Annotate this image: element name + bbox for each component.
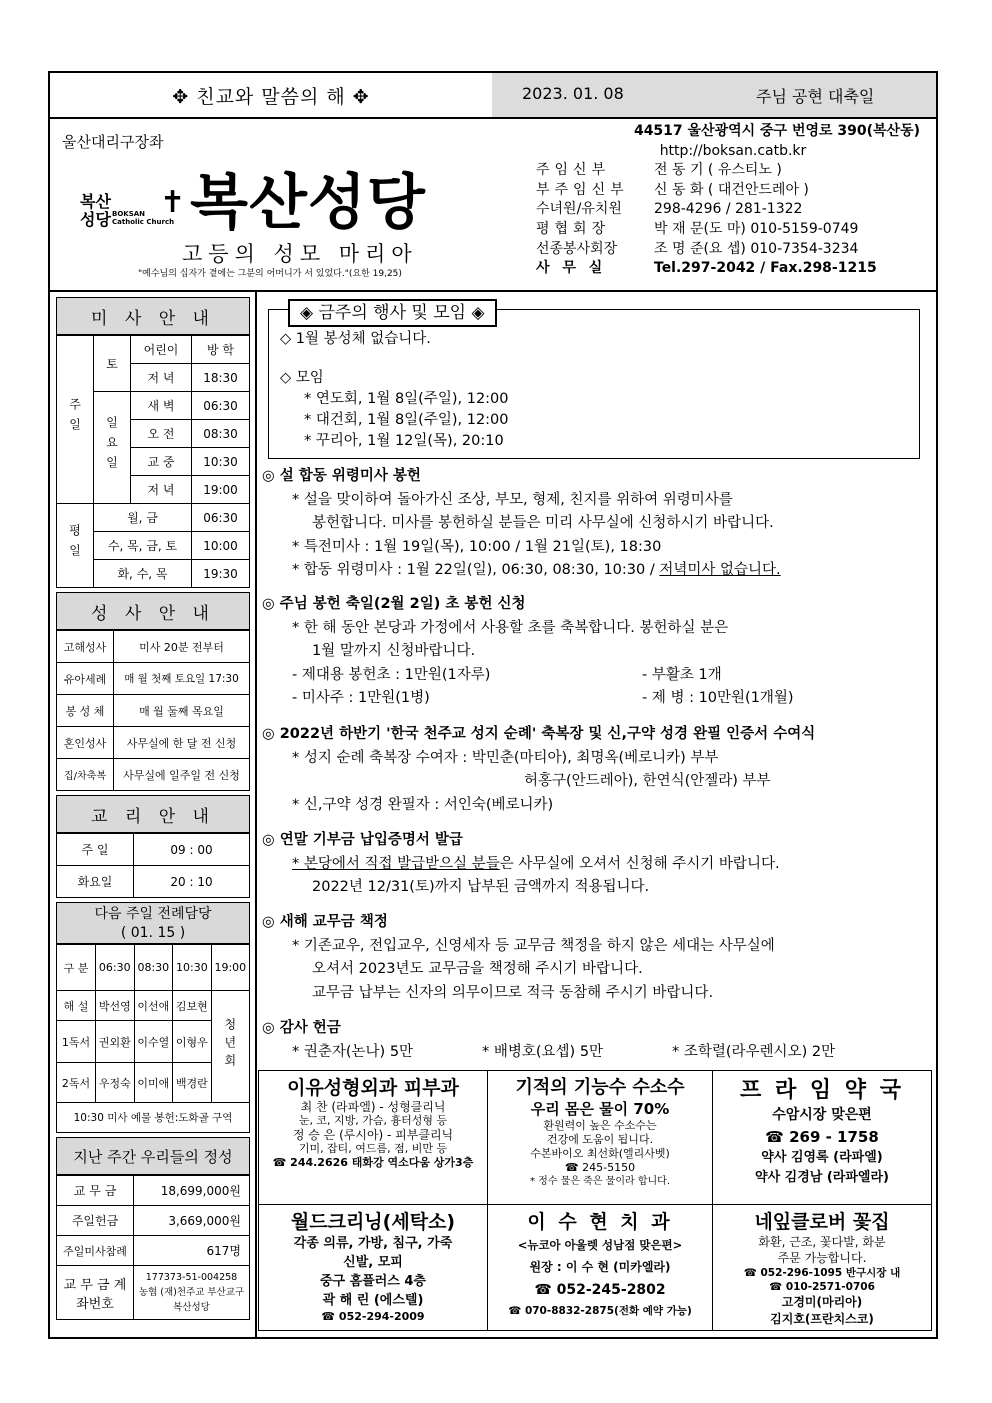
section-line: 오셔서 2023년도 교무금을 책정해 주시기 바랍니다. [312, 961, 643, 977]
ad-line: 눈, 코, 지방, 가슴, 흉터성형 등 [298, 1114, 448, 1127]
logo-en-2: Catholic Church [112, 218, 175, 226]
liturgy-table [56, 944, 250, 1133]
mass-time: 방 학 [192, 336, 250, 364]
ad-title: 이 수 현 치 과 [527, 1211, 673, 1233]
section-text: * 배병호(요셉) 5만 [482, 1043, 604, 1060]
weekday-time: 10:00 [192, 532, 250, 560]
address: 44517 울산광역시 중구 번영로 390(복산동) [633, 123, 920, 139]
ad-line: ☎ 052-296-1095 반구시장 내 [743, 1267, 901, 1279]
mass-name: 새 벽 [131, 392, 192, 420]
motto: ✥ 친교와 말씀의 해 ✥ [172, 85, 370, 108]
liturgy-role: 2독서 [57, 1063, 96, 1103]
section-candle [262, 593, 794, 711]
logo-small-2: 성당 [80, 210, 111, 229]
liturgy-head: 구 분 [57, 945, 96, 991]
offering-value: 3,669,000원 [134, 1206, 250, 1236]
sacrament-value: 미사 20분 전부터 [114, 631, 250, 663]
sacrament-name: 혼인성사 [57, 727, 114, 759]
ad-florist [713, 1205, 932, 1331]
weekday-time: 19:30 [192, 560, 250, 588]
ad-line: * 정수 물은 죽은 물이라 합니다. [530, 1176, 670, 1187]
ad-line: 중구 홈플러스 4층 [319, 1274, 426, 1289]
liturgy-cell: 김보현 [173, 991, 212, 1021]
catechism-day: 주 일 [57, 834, 134, 866]
sacrament-title: 성 사 안 내 [56, 592, 250, 630]
sunday-text: 주일 [67, 398, 82, 438]
feast-name: 주님 공현 대축일 [756, 87, 875, 106]
offering-title: 지난 주간 우리들의 정성 [56, 1137, 250, 1175]
ad-line: 화환, 근조, 꽃다발, 화분 [758, 1235, 886, 1249]
staff-value: 박 재 문(도 마) 010-5159-0749 [654, 220, 859, 237]
ad-pharmacy [713, 1071, 932, 1205]
catechism-day: 화요일 [57, 866, 134, 898]
staff-label: 선종봉사회장 [536, 240, 618, 257]
youth-group [211, 991, 249, 1103]
ad-line: 주문 가능합니다. [777, 1251, 867, 1265]
liturgy-cell: 이형우 [173, 1021, 212, 1063]
section-line [262, 687, 794, 711]
section-line: * 신,구약 성경 완필자 : 서인숙(베로니카) [292, 796, 554, 813]
event-line: ◇ 1월 봉성체 없습니다. [280, 331, 431, 347]
section-text: - 제 병 : 10만원(1개월) [642, 690, 794, 706]
ad-line: 정 승 은 (루시아) - 피부클리닉 [292, 1128, 454, 1142]
section-line: 허홍구(안드레아), 한연식(안젤라) 부부 [524, 773, 771, 789]
staff-row [536, 161, 930, 181]
sacrament-name: 유아세례 [57, 663, 114, 695]
staff-label: 수녀원/유치원 [536, 201, 622, 218]
ad-line: ☎ 070-8832-2875(전화 예약 가능) [508, 1305, 692, 1317]
sacrament-value: 사무실에 일주일 전 신청 [114, 759, 250, 791]
liturgy-head: 10:30 [173, 945, 212, 991]
section-title: ◎ 감사 헌금 [262, 1020, 341, 1036]
liturgy-cell: 이선애 [134, 991, 173, 1021]
ad-title: 월드크리닝(세탁소) [290, 1211, 456, 1233]
section-line: * 성지 순례 축복장 수여자 : 박민춘(마티아), 최명옥(베로니카) 부부 [292, 749, 719, 766]
section-dues [262, 911, 775, 1005]
ad-line: 수암시장 맞은편 [772, 1107, 872, 1123]
mass-time: 08:30 [192, 420, 250, 448]
staff-value: 전 동 기 ( 유스티노 ) [654, 162, 782, 179]
section-title: ◎ 주님 봉헌 축일(2월 2일) 초 봉헌 신청 [262, 596, 526, 612]
section-line: 2022년 12/31(토)까지 납부된 금액까지 적용됩니다. [312, 879, 650, 895]
offering-value: 617명 [134, 1236, 250, 1266]
section-title: ◎ 설 합동 위령미사 봉헌 [262, 468, 421, 484]
section-line [262, 853, 780, 877]
mass-time: 06:30 [192, 392, 250, 420]
staff-label: 평협회장 [536, 220, 611, 237]
account-holder: 복산성당 [173, 1302, 210, 1313]
ad-line: <뉴코아 아울렛 성남점 맞은편> [517, 1238, 683, 1252]
ad-line: ☎ 244.2626 태화강 역소다움 상가3층 [272, 1156, 474, 1169]
ad-title: 네잎클로버 꽃집 [754, 1211, 890, 1233]
liturgy-cell: 이미애 [134, 1063, 173, 1103]
sacrament-name: 봉 성 체 [57, 695, 114, 727]
catechism-title: 교 리 안 내 [56, 795, 250, 833]
ad-title: 프 라 임 약 국 [740, 1078, 904, 1103]
section-line: 1월 말까지 신청바랍니다. [312, 643, 476, 659]
staff-label: 주임신부 [536, 162, 611, 179]
liturgy-cell: 이수열 [134, 1021, 173, 1063]
events-content [280, 329, 509, 452]
church-name: 복산성당 [190, 168, 426, 238]
sunday-day-label [94, 392, 131, 504]
ad-line: 신발, 모피 [343, 1255, 403, 1270]
weekday-days: 화, 수, 목 [94, 560, 192, 588]
ad-title: 기적의 기능수 수소수 [515, 1077, 685, 1098]
staff-value: Tel.297-2042 / Fax.298-1215 [654, 260, 877, 277]
catechism-table [56, 833, 250, 898]
ads-table [258, 1070, 932, 1331]
patron-name: 고등의 성모 마리아 [182, 242, 418, 266]
section-line: * 설을 맞이하여 돌아가신 조상, 부모, 형제, 친지를 위하여 위령미사를 [292, 491, 733, 508]
bulletin-frame [48, 71, 938, 1339]
ad-line: 기미, 잡티, 여드름, 점, 비만 등 [298, 1142, 448, 1155]
ad-line: 우리 몸은 물이 70% [530, 1100, 670, 1118]
section-text: * 조학렬(라우렌시오) 2만 [672, 1043, 836, 1060]
account-number: 177373-51-004258 [145, 1272, 238, 1283]
liturgy-head: 19:00 [211, 945, 249, 991]
sidebar [56, 297, 250, 1320]
ad-line: ☎ 245-5150 [564, 1161, 636, 1174]
section-title: ◎ 연말 기부금 납입증명서 발급 [262, 832, 463, 848]
weekday-days: 월, 금 [94, 504, 192, 532]
liturgy-cell: 우정숙 [96, 1063, 135, 1103]
sacrament-value: 사무실에 한 달 전 신청 [114, 727, 250, 759]
ad-line: ☎ 010-2571-0706 [769, 1281, 875, 1293]
staff-value: 신 동 화 ( 대건안드레아 ) [654, 181, 809, 198]
mass-time: 18:30 [192, 364, 250, 392]
website-link[interactable]: http://boksan.catb.kr [659, 142, 807, 159]
ad-clinic [259, 1071, 488, 1205]
account-bank: 농협 (재)천주교 부산교구 [138, 1287, 245, 1298]
ad-line: 환원력이 높은 수소수는 [543, 1119, 657, 1132]
staff-value: 298-4296 / 281-1322 [654, 201, 803, 218]
ad-line: 최 찬 (라파엘) - 성형클리닉 [300, 1100, 446, 1114]
staff-row [536, 200, 930, 220]
ad-line: 약사 김영록 (라파엘) [761, 1150, 883, 1165]
section-line [262, 664, 794, 688]
staff-label: 사 무 실 [536, 260, 607, 277]
ad-line: ☎ 052-245-2802 [534, 1282, 666, 1298]
sacrament-table [56, 630, 250, 791]
section-text: 은 사무실에 오셔서 신청해 주시기 바랍니다. [499, 855, 780, 872]
ad-line: 원장 : 이 수 현 (미카엘라) [529, 1260, 671, 1274]
sunday-label [57, 336, 94, 504]
section-text: - 부활초 1개 [642, 666, 722, 683]
logo-small-text [80, 193, 111, 229]
ad-line: 각종 의류, 가방, 침구, 가죽 [293, 1236, 453, 1251]
ad-line: 김지호(프란치스코) [770, 1312, 874, 1326]
column-divider [255, 290, 257, 1339]
section-line: * 한 해 동안 본당과 가정에서 사용할 초를 축복합니다. 봉헌하실 분은 [292, 619, 729, 636]
liturgy-cell: 백경란 [173, 1063, 212, 1103]
account-label: 교 무 금 계좌번호 [57, 1266, 134, 1320]
liturgy-cell: 박선영 [96, 991, 135, 1021]
issue-date: 2023. 01. 08 [522, 84, 624, 103]
staff-label: 부주임신부 [536, 181, 629, 198]
offering-name: 교 무 금 [57, 1176, 134, 1206]
ad-line: 고경미(마리아) [781, 1295, 863, 1309]
section-line: 봉헌합니다. 미사를 봉헌하실 분들은 미리 사무실에 신청하시기 바랍니다. [312, 515, 774, 531]
liturgy-head: 06:30 [96, 945, 135, 991]
ad-dental [488, 1205, 713, 1331]
section-thanks-offering [262, 1017, 835, 1064]
ad-line: ☎ 052-294-2009 [321, 1310, 425, 1323]
section-line: * 특전미사 : 1월 19일(목), 10:00 / 1월 21일(토), 18:30 [292, 538, 662, 555]
weekday-time: 06:30 [192, 504, 250, 532]
section-line [262, 559, 781, 583]
offering-table [56, 1175, 250, 1320]
sunday-day-text: 일요일 [104, 416, 119, 476]
staff-row [536, 240, 930, 260]
liturgy-date: ( 01. 15 ) [120, 925, 186, 941]
section-text-underlined: 저녁미사 없습니다. [659, 562, 781, 578]
mass-title: 미 사 안 내 [56, 297, 250, 335]
section-text: - 제대용 봉헌초 : 1만원(1자루) [292, 666, 491, 683]
section-line: 교무금 납부는 신자의 의무이므로 적극 동참해 주시기 바랍니다. [312, 984, 714, 1001]
ad-line: 약사 김경남 (라파엘라) [755, 1170, 889, 1185]
section-memorial-mass [262, 465, 781, 583]
ad-line: ☎ 269 - 1758 [765, 1128, 879, 1146]
event-item: * 꾸리아, 1월 12일(목), 20:10 [304, 433, 504, 449]
ad-line: 수본바이오 최선화(엘리사벳) [530, 1147, 670, 1160]
youth-text: 청년회 [222, 1018, 237, 1072]
staff-row [536, 181, 930, 201]
diocese-label: 울산대리구장좌 [62, 133, 164, 151]
account-info [134, 1266, 250, 1320]
section-text-underlined: * 본당에서 직접 발급받으실 분들 [292, 855, 500, 872]
contact-info [536, 122, 930, 279]
ad-laundry [259, 1205, 488, 1331]
mass-time: 19:00 [192, 476, 250, 504]
section-text: * 권춘자(논나) 5만 [292, 1043, 414, 1060]
section-title: ◎ 2022년 하반기 '한국 천주교 성지 순례' 축복장 및 신,구약 성경 완필 인증서 수여식 [262, 726, 816, 742]
section-text: - 미사주 : 1만원(1병) [292, 690, 430, 706]
mass-name: 교 중 [131, 448, 192, 476]
sacrament-name: 집/차축복 [57, 759, 114, 791]
event-item: * 연도회, 1월 8일(주일), 12:00 [304, 391, 509, 407]
weekday-days: 수, 목, 금, 토 [94, 532, 192, 560]
staff-value: 조 명 준(요 셉) 010-7354-3234 [654, 240, 859, 257]
catechism-time: 09 : 00 [134, 834, 250, 866]
section-pilgrimage [262, 723, 815, 817]
mass-name: 오 전 [131, 420, 192, 448]
section-donation-receipt [262, 829, 780, 900]
ad-water [488, 1071, 713, 1205]
patron-quote: "예수님의 십자가 곁에는 그분의 어머니가 서 있었다."(요한 19,25) [138, 269, 402, 279]
mass-table [56, 335, 250, 588]
sacrament-value: 매 월 둘째 목요일 [114, 695, 250, 727]
section-title: ◎ 새해 교무금 책정 [262, 914, 388, 930]
liturgy-role: 1독서 [57, 1021, 96, 1063]
catechism-time: 20 : 10 [134, 866, 250, 898]
mass-name: 저 녁 [131, 476, 192, 504]
offering-name: 주일미사참례 [57, 1236, 134, 1266]
weekday-label [57, 504, 94, 588]
staff-row [536, 220, 930, 240]
liturgy-head: 08:30 [134, 945, 173, 991]
event-item: * 대건회, 1월 8일(주일), 12:00 [304, 412, 509, 428]
liturgy-title: 다음 주일 전례담당 [94, 906, 212, 922]
offering-value: 18,699,000원 [134, 1176, 250, 1206]
cross-icon: ✝ [160, 185, 186, 220]
weekday-text: 평일 [67, 524, 82, 564]
event-line: ◇ 모임 [280, 370, 324, 386]
staff-row [536, 259, 930, 279]
liturgy-title-box [56, 902, 250, 944]
mass-name: 저 녁 [131, 364, 192, 392]
liturgy-cell: 권외환 [96, 1021, 135, 1063]
logo-small-1: 복산 [80, 192, 111, 211]
ad-line: 건강에 도움이 됩니다. [546, 1133, 654, 1146]
section-line [262, 1041, 835, 1065]
ad-line: 곽 해 린 (에스텔) [322, 1293, 424, 1308]
saturday-label: 토 [94, 336, 131, 392]
sacrament-value: 매 월 첫째 토요일 17:30 [114, 663, 250, 695]
mass-name: 어린이 [131, 336, 192, 364]
ad-title: 이유성형외과 피부과 [287, 1077, 459, 1099]
sacrament-name: 고해성사 [57, 631, 114, 663]
offering-name: 주일헌금 [57, 1206, 134, 1236]
header-divider [50, 290, 936, 292]
liturgy-note: 10:30 미사 예물 봉헌:도화골 구역 [57, 1103, 250, 1133]
liturgy-role: 해 설 [57, 991, 96, 1021]
events-title: ◈ 금주의 행사 및 모임 ◈ [288, 299, 497, 327]
section-line: * 기존교우, 전입교우, 신영세자 등 교무금 책정을 하지 않은 세대는 사무실에 [292, 937, 775, 954]
section-text: * 합동 위령미사 : 1월 22일(일), 06:30, 08:30, 10:30 / [292, 562, 660, 578]
mass-time: 10:30 [192, 448, 250, 476]
logo-en-1: BOKSAN [112, 210, 146, 218]
